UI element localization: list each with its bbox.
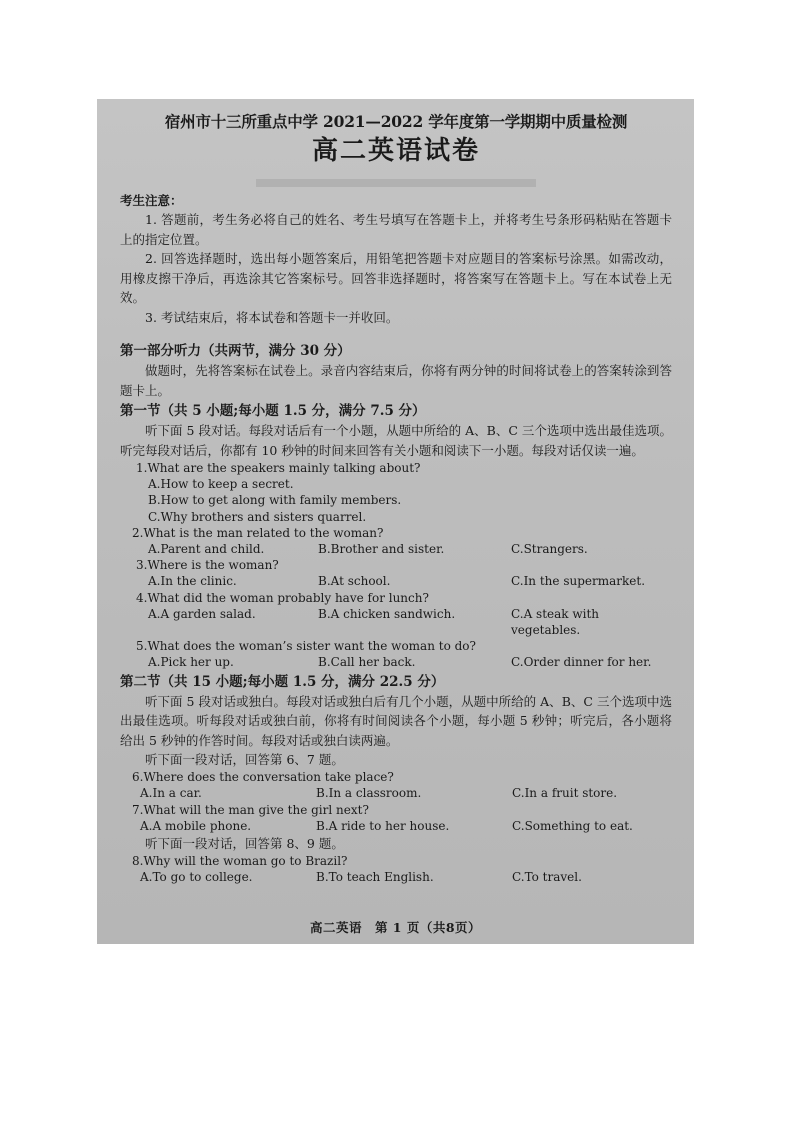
section2-intro: 听下面 5 段对话或独白。每段对话或独白后有几个小题，从题中所给的 A、B、C 三个选项中选出最佳选项。听每段对话或独白前，你将有时间阅读各个小题，每小题 5 秒钟；听完后，各小题将给出 5 秒钟的作答时间。每段对话或独白读两遍。 [120, 693, 672, 748]
question-1 [120, 460, 672, 525]
option-a: A.In the clinic. [148, 574, 237, 589]
option-c: C.Order dinner for her. [511, 655, 652, 670]
part1-title: 第一部分听力（共两节，满分 30 分） [120, 343, 351, 359]
exam-page-photo [97, 99, 694, 944]
option-b: B.A chicken sandwich. [318, 606, 456, 621]
question-stem: 3.Where is the woman? [136, 558, 279, 573]
option-a: A.In a car. [140, 786, 202, 801]
section2-lead-2: 听下面一段对话，回答第 8、9 题。 [145, 835, 344, 851]
notice-item-3: 3. 考试结束后，将本试卷和答题卡一并收回。 [145, 309, 399, 325]
question-stem: 1.What are the speakers mainly talking about? [136, 461, 421, 475]
option-c: C.Strangers. [511, 542, 588, 557]
option-a: A.How to keep a secret. [148, 477, 294, 492]
option-a: A.A garden salad. [148, 606, 256, 621]
option-c: C.Why brothers and sisters quarrel. [148, 509, 367, 524]
question-stem: 7.What will the man give the girl next? [132, 802, 369, 817]
option-a: A.To go to college. [140, 870, 253, 885]
question-7 [120, 802, 672, 834]
question-stem: 5.What does the woman’s sister want the woman to do? [136, 639, 476, 654]
option-b: B.Call her back. [318, 655, 416, 670]
part1-intro: 做题时，先将答案标在试卷上。录音内容结束后，你将有两分钟的时间将试卷上的答案转涂到答题卡上。 [120, 363, 672, 398]
option-c: C.A steak with vegetables. [511, 606, 600, 638]
question-5 [120, 638, 672, 670]
option-c: C.In the supermarket. [511, 574, 646, 589]
section1-intro: 听下面 5 段对话。每段对话后有一个小题，从题中所给的 A、B、C 三个选项中选出最佳选项。听完每段对话后，你都有 10 秒钟的时间来回答有关小题和阅读下一小题。每段对话仅读一遍。 [120, 423, 672, 458]
option-a: A.Pick her up. [148, 655, 234, 670]
question-stem: 8.Why will the woman go to Brazil? [132, 853, 348, 868]
page-footer: 高二英语 第 1 页（共8页） [309, 920, 482, 935]
notice-item-2: 2. 回答选择题时，选出每小题答案后，用铅笔把答题卡对应题目的答案标号涂黑。如需改动，用橡皮擦干净后，再选涂其它答案标号。回答非选择题时，将答案写在答题卡上。写在本试卷上无效。 [120, 251, 672, 305]
section2-lead-1: 听下面一段对话，回答第 6、7 题。 [145, 752, 344, 768]
option-c: C.Something to eat. [512, 818, 633, 833]
question-2 [120, 525, 672, 557]
question-stem: 2.What is the man related to the woman? [132, 525, 384, 540]
question-stem: 6.Where does the conversation take place? [132, 770, 394, 785]
option-c: C.To travel. [512, 870, 582, 885]
school-line: 宿州市十三所重点中学 2021—2022 学年度第一学期期中质量检测 [164, 112, 628, 131]
option-b: B.To teach English. [316, 870, 434, 885]
option-a: A.Parent and child. [148, 542, 265, 557]
paper-title: 高二英语试卷 [311, 136, 480, 166]
option-b: B.In a classroom. [316, 786, 422, 801]
option-b: B.A ride to her house. [316, 818, 450, 833]
option-a: A.A mobile phone. [140, 818, 252, 833]
question-6 [120, 769, 672, 801]
section2-title: 第二节（共 15 小题;每小题 1.5 分，满分 22.5 分） [120, 673, 445, 690]
option-c: C.In a fruit store. [512, 786, 618, 801]
blurred-line [256, 179, 536, 187]
page-content [120, 111, 672, 885]
notice-item-1: 1. 答题前，考生务必将自己的姓名、考生号填写在答题卡上，并将考生号条形码粘贴在答题卡上的指定位置。 [120, 212, 672, 247]
option-b: B.How to get along with family members. [148, 493, 402, 508]
option-b: B.At school. [318, 574, 391, 589]
question-4 [120, 590, 672, 639]
section1-title: 第一节（共 5 小题;每小题 1.5 分，满分 7.5 分） [120, 403, 426, 419]
notice-heading: 考生注意： [120, 193, 183, 208]
question-stem: 4.What did the woman probably have for lunch? [136, 590, 429, 605]
question-3 [120, 557, 672, 589]
question-8 [120, 853, 672, 885]
option-b: B.Brother and sister. [318, 542, 445, 557]
